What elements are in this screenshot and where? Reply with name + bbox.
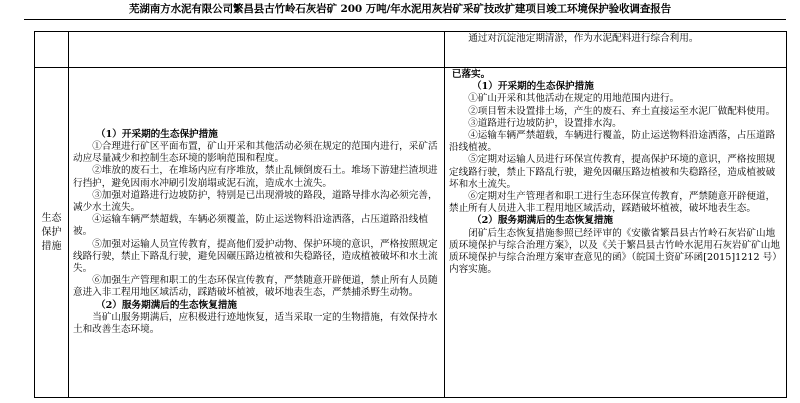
right-heading-2: （2）服务期满后的生态恢复措施: [472, 215, 614, 227]
right-paragraph: ⑥定期对生产管理者和职工进行生态环保宣传教育，严禁随意开辟便道，禁止所有人员进入非工程用地区域活动，踩踏破坏植被，破坏地表生态。: [449, 191, 776, 215]
top-right-cell: [445, 32, 787, 68]
right-paragraph: ④运输车辆严禁超载，车辆进行覆盖，防止运送物料沿途洒落，占压道路沿线植被。: [449, 130, 776, 154]
left-paragraph: ④运输车辆严禁超载，车辆必须覆盖，防止运送物料沿途洒落，占压道路沿线植被。: [73, 214, 428, 238]
header-rule: [24, 19, 786, 20]
table-row: [35, 68, 787, 398]
right-heading-1: （1）开采期的生态保护措施: [472, 81, 594, 93]
page-header: 芜湖南方水泥有限公司繁昌县古竹岭石灰岩矿 200 万吨/年水泥用灰岩矿采矿技改扩建项目竣工环境保护验收调查报告: [128, 3, 672, 15]
left-paragraph: ⑥加强生产管理和职工的生态环保宣传教育，严禁随意开辟便道，禁止所有人员随意进入非工程用地区域活动，踩踏破坏植被，破坏地表生态，严禁捕杀野生动物。: [73, 275, 438, 299]
table-row: [35, 32, 787, 68]
requirement-cell: [69, 68, 445, 398]
measures-table: [34, 31, 787, 398]
right-paragraph: ③道路进行边坡防护，设置排水沟。: [468, 117, 622, 129]
top-left-cell: [69, 32, 445, 68]
category-cell: [35, 68, 69, 398]
right-paragraph: ②项目暂未设置排土场，产生的废石、弃土直接运至水泥厂做配料使用。: [468, 105, 776, 117]
right-paragraph: ①矿山开采和其他活动在规定的用地范围内进行。: [468, 93, 680, 105]
left-paragraph: ③加强对道路进行边坡防护，特别是已出现滑坡的路段，道路导排水沟必须完善，减少水土流失。: [73, 189, 438, 213]
left-paragraph: 当矿山服务期满后，应积极进行迹地恢复，适当采取一定的生物措施，有效保持水土和改善生态环境。: [73, 311, 438, 336]
right-paragraph: 闭矿后生态恢复措施参照已经评审的《安徽省繁昌县古竹岭石灰岩矿山地质环境保护与综合治理方案》，以及《关于繁昌县古竹岭水泥用石灰岩矿矿山地质环境保护与综合治理方案审查意见的函》（皖国土资矿环函[2015]1212 号）内容实施。: [449, 227, 782, 276]
status-text: 已落实。: [451, 69, 491, 80]
left-paragraph: ⑤加强对运输人员宣传教育，提高他们爱护动物、保护环境的意识，严格按照规定线路行驶，禁止下路乱行驶，避免因碾压路边植被和失稳路径，造成植被破坏和水土流失。: [73, 238, 438, 274]
left-paragraph: ①合理进行矿区平面布置，矿山开采和其他活动必须在规定的范围内进行，采矿活动应尽量减少和控制生态环境的影响范围和程度。: [73, 140, 438, 165]
left-heading-1: （1）开采期的生态保护措施: [96, 128, 218, 140]
category-label: 生态保护措施: [41, 212, 62, 252]
right-paragraph: ⑤定期对运输人员进行环保宣传教育，提高保护环境的意识，严格按照规定线路行驶，禁止下路乱行驶，避免因碾压路边植被和失稳路径，造成植被破坏和水土流失。: [449, 154, 776, 190]
top-right-text: 通过对沉淀池定期清淤，作为水泥配料进行综合利用。: [468, 33, 699, 44]
implementation-cell: [445, 68, 787, 398]
left-paragraph: ②堆放的废石土，在堆场内应有序堆放，禁止乱倾倒废石土。堆场下游建拦渣坝进行挡护，避免因雨水冲刷引发崩塌或泥石流，造成水土流失。: [73, 165, 438, 189]
left-heading-2: （2）服务期满后的生态恢复措施: [96, 299, 238, 311]
top-category-cell: [35, 32, 69, 68]
